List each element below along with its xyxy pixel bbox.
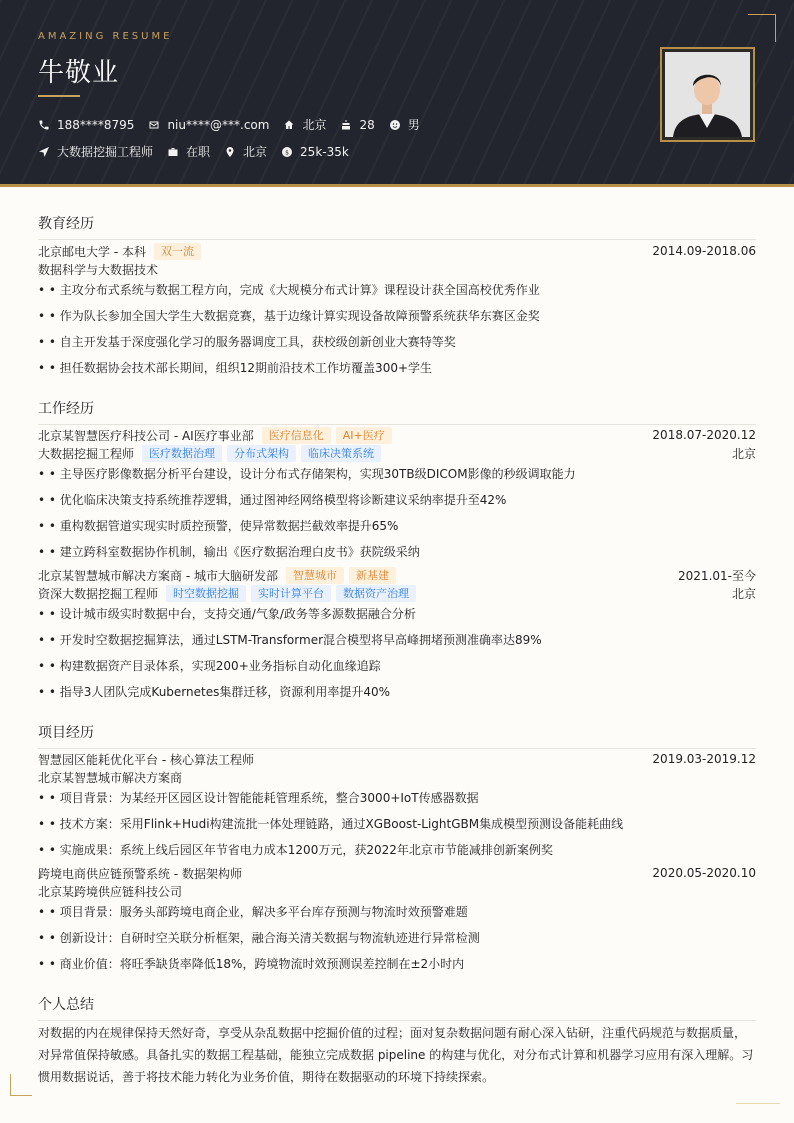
project-bullet: • • 技术方案：采用Flink+Hudi构建流批一体处理链路，通过XGBoost-LightGBM集成模型预测设备能耗曲线 (38, 817, 624, 831)
project-bullet: • • 项目背景：为某经开区园区设计智能能耗管理系统，整合3000+IoT传感器数据 (38, 791, 479, 805)
cake-icon (340, 119, 352, 131)
summary-text: 对数据的内在规律保持天然好奇，享受从杂乱数据中挖掘价值的过程；面对复杂数据问题有耐心深入钻研，注重代码规范与数据质量，对异常值保持敏感。具备扎实的数据工程基础，能独立完成数据 pipeline 的构建与优化，对分布式计算和机器学习应用有深入理解。习惯用数据说话，善于将技术能力转化为业务价值，期待在数据驱动的环境下持续探索。 (38, 1026, 754, 1084)
company-tag: 新基建 (349, 567, 396, 584)
email-item (148, 118, 269, 132)
email-text: niu****@***.com (167, 117, 270, 132)
role-tag: 时空数据挖掘 (166, 585, 246, 602)
resume-header (0, 0, 794, 184)
project-bullet: • • 创新设计：自研时空关联分析框架，融合海关清关数据与物流轨迹进行异常检测 (38, 931, 480, 945)
job-bullet: • • 主导医疗影像数据分析平台建设，设计分布式存储架构，实现30TB级DICOM影像的秒级调取能力 (38, 467, 576, 481)
education-bullet: • • 作为队长参加全国大学生大数据竞赛，基于边缘计算实现设备故障预警系统获华东赛区金奖 (38, 309, 540, 323)
projects-section-title: 项目经历 (38, 722, 756, 749)
job-period: 2021.01-至今 (678, 568, 756, 583)
job-role-row (38, 444, 756, 462)
salary-text: 25k-35k (300, 144, 349, 159)
status-item (167, 143, 210, 160)
send-icon (38, 146, 50, 158)
project-period: 2020.05-2020.10 (652, 866, 756, 880)
phone-item (38, 118, 134, 132)
job-bullet: • • 构建数据资产目录体系，实现200+业务指标自动化血缘追踪 (38, 659, 381, 673)
project-name: 跨境电商供应链预警系统 - 数据架构师 (38, 866, 242, 881)
gender-text: 男 (407, 118, 420, 132)
corner-decoration (10, 1074, 32, 1096)
project-org: 北京某跨境供应链科技公司 (38, 884, 183, 899)
company-tag: 医疗信息化 (262, 427, 331, 444)
project-name: 智慧园区能耗优化平台 - 核心算法工程师 (38, 752, 254, 767)
role-tag: 数据资产治理 (336, 585, 416, 602)
person-icon (389, 119, 401, 131)
job-title-text: 大数据挖掘工程师 (57, 145, 154, 159)
portrait-illustration (665, 52, 750, 137)
age-item (340, 118, 374, 132)
phone-icon (38, 119, 50, 131)
mail-icon (148, 119, 160, 131)
project-bullet: • • 实施成果：系统上线后园区年节省电力成本1200万元，获2022年北京市节能减排创新案例奖 (38, 843, 553, 857)
education-bullet: • • 主攻分布式系统与数据工程方向，完成《大规模分布式计算》课程设计获全国高校优秀作业 (38, 283, 540, 297)
job-intent-row (38, 143, 363, 160)
company-name: 北京某智慧医疗科技公司 - AI医疗事业部 (38, 428, 254, 443)
job-title-item (38, 143, 153, 160)
project-period: 2019.03-2019.12 (652, 752, 756, 766)
company-name: 北京某智慧城市解决方案商 - 城市大脑研发部 (38, 568, 278, 583)
job-bullet: • • 重构数据管道实现实时质控预警，使异常数据拦截效率提升65% (38, 519, 399, 533)
role-tag: 医疗数据治理 (142, 445, 222, 462)
job-bullet: • • 开发时空数据挖掘算法，通过LSTM-Transformer混合模型将早高峰拥堵预测准确率达89% (38, 633, 542, 647)
job-bullet: • • 建立跨科室数据协作机制，输出《医疗数据治理白皮书》获院级采纳 (38, 545, 420, 559)
job-bullet: • • 设计城市级实时数据中台，支持交通/气象/政务等多源数据融合分析 (38, 607, 416, 621)
job-location: 北京 (731, 446, 756, 461)
job-bullet: • • 指导3人团队完成Kubernetes集群迁移，资源利用率提升40% (38, 685, 391, 699)
target-city-item (224, 143, 267, 160)
svg-text:$: $ (285, 148, 289, 156)
header-divider (0, 184, 794, 187)
gender-item (389, 116, 420, 133)
company-tag: AI+医疗 (336, 427, 392, 444)
role-tag: 临床决策系统 (301, 445, 381, 462)
location-pin-icon (224, 146, 236, 158)
home-icon (283, 119, 295, 131)
project-bullet: • • 商业价值：将旺季缺货率降低18%，跨境物流时效预测误差控制在±2小时内 (38, 957, 465, 971)
work-section-title: 工作经历 (38, 398, 756, 425)
job-header-row (38, 426, 756, 444)
school-tag: 双一流 (154, 243, 201, 260)
education-period: 2014.09-2018.06 (652, 244, 756, 258)
education-bullet: • • 自主开发基于深度强化学习的服务器调度工具，获校级创新创业大赛特等奖 (38, 335, 456, 349)
candidate-name: 牛敬业 (38, 58, 120, 88)
city-text: 北京 (302, 118, 327, 132)
footer-line (736, 1103, 780, 1104)
project-org-row (38, 882, 756, 900)
project-org-row (38, 768, 756, 786)
status-text: 在职 (186, 145, 211, 159)
job-period: 2018.07-2020.12 (652, 428, 756, 442)
summary-section-title: 个人总结 (38, 994, 756, 1021)
name-underline (38, 95, 80, 97)
job-location: 北京 (731, 586, 756, 601)
job-role-row (38, 584, 756, 602)
age-text: 28 (359, 117, 375, 132)
job-bullet: • • 优化临床决策支持系统推荐逻辑，通过图神经网络模型将诊断建议采纳率提升至42% (38, 493, 507, 507)
city-item (283, 116, 326, 133)
profile-photo-frame (660, 47, 755, 142)
education-section-title: 教育经历 (38, 213, 756, 240)
money-icon (281, 146, 293, 158)
phone-text: 188****8795 (57, 117, 135, 132)
education-header-row (38, 242, 756, 260)
target-city-text: 北京 (243, 145, 268, 159)
role-tag: 分布式架构 (227, 445, 296, 462)
major-name: 数据科学与大数据技术 (38, 262, 159, 277)
contact-row (38, 116, 434, 133)
company-tag: 智慧城市 (286, 567, 344, 584)
education-major-row (38, 260, 756, 278)
briefcase-icon (167, 146, 179, 158)
project-header-row (38, 864, 756, 882)
corner-decoration (748, 14, 776, 42)
education-bullet: • • 担任数据协会技术部长期间，组织12期前沿技术工作坊覆盖300+学生 (38, 361, 433, 375)
job-role: 大数据挖掘工程师 (38, 446, 135, 461)
project-bullet: • • 项目背景：服务头部跨境电商企业，解决多平台库存预测与物流时效预警难题 (38, 905, 468, 919)
job-header-row (38, 566, 756, 584)
project-header-row (38, 750, 756, 768)
job-role: 资深大数据挖掘工程师 (38, 586, 159, 601)
project-org: 北京某智慧城市解决方案商 (38, 770, 183, 785)
school-name: 北京邮电大学 - 本科 (38, 244, 146, 259)
profile-photo (665, 52, 750, 137)
role-tag: 实时计算平台 (251, 585, 331, 602)
resume-eyebrow: AMAZING RESUME (38, 31, 173, 42)
salary-item (281, 145, 349, 159)
